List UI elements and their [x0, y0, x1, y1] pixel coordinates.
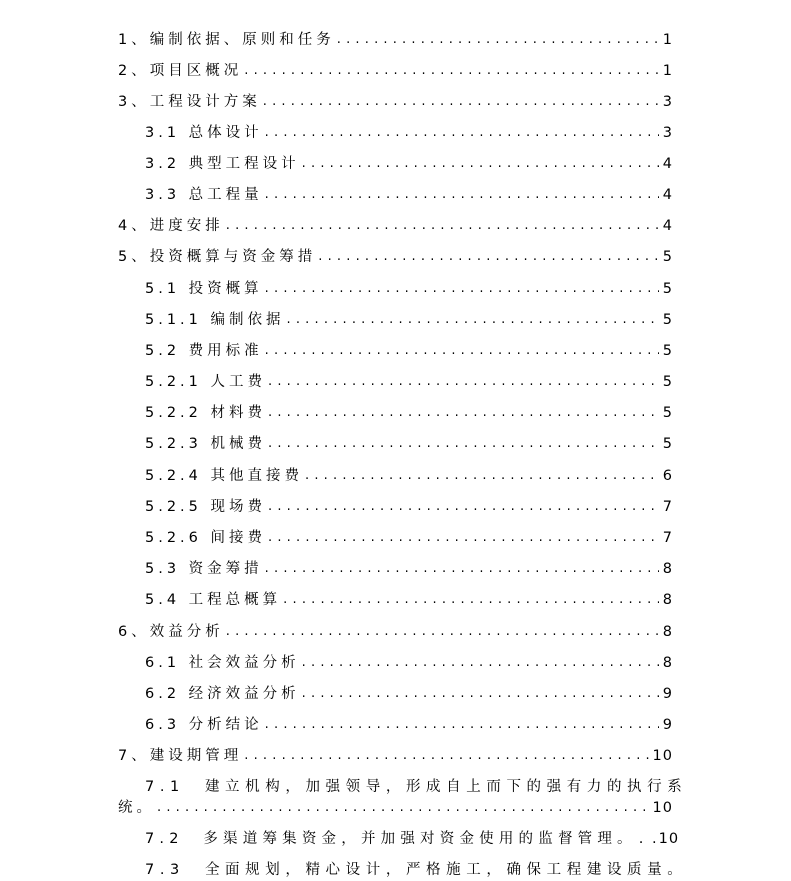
toc-leader-dots: [265, 278, 659, 300]
toc-entry-page: 5: [662, 436, 673, 452]
toc-entry-7-1-line2[interactable]: [118, 797, 673, 819]
toc-entry[interactable]: [145, 527, 673, 549]
toc-entry-title: 3.1 总体设计: [145, 125, 263, 141]
toc-entry-page: 1: [662, 32, 673, 48]
toc-entry-page: 4: [662, 218, 673, 234]
toc-entry[interactable]: [145, 402, 673, 424]
toc-leader-dots: [268, 371, 659, 393]
toc-entry-title: 统。: [118, 800, 155, 816]
toc-entry[interactable]: [145, 714, 673, 736]
toc-entry[interactable]: [118, 91, 673, 113]
toc-entry-page: 10: [652, 800, 673, 816]
toc-entry-page: 8: [662, 561, 673, 577]
toc-entry-title: 3、工程设计方案: [118, 94, 261, 110]
toc-entry-title: 5.3 资金筹措: [145, 561, 263, 577]
toc-entry[interactable]: [118, 621, 673, 643]
toc-entry-title: 5.1.1 编制依据: [145, 312, 285, 328]
toc-entry-page: 5: [662, 312, 673, 328]
toc-entry[interactable]: [145, 309, 673, 331]
toc-leader-dots: [157, 797, 649, 819]
toc-leader-dots: [337, 29, 659, 51]
toc-entry-title: 5、投资概算与资金筹措: [118, 249, 317, 265]
toc-leader-dots: [283, 589, 659, 611]
toc-entry-page: 5: [662, 249, 673, 265]
toc-entry-page: 5: [662, 405, 673, 421]
toc-entry[interactable]: [145, 184, 673, 206]
toc-entry-page: 5: [662, 281, 673, 297]
toc-entry[interactable]: [145, 465, 673, 487]
toc-leader-dots: [265, 714, 659, 736]
toc-leader-dots: [244, 60, 659, 82]
toc-leader-dots: [265, 184, 659, 206]
toc-entry-title: 5.2.1 人工费: [145, 374, 267, 390]
toc-entry-page: 7: [662, 499, 673, 515]
toc-entry-page: 6: [662, 468, 673, 484]
toc-entry-title: 6.3 分析结论: [145, 717, 263, 733]
toc-entry-title: 5.2.3 机械费: [145, 436, 267, 452]
toc-leader-dots: [268, 496, 659, 518]
toc-entry-page: 3: [662, 125, 673, 141]
toc-leader-dots: [302, 683, 659, 705]
toc-entry-title: 5.2 费用标准: [145, 343, 263, 359]
toc-leader-dots: [305, 465, 659, 487]
toc-entry-page: 5: [662, 343, 673, 359]
toc-entry-page: 4: [662, 187, 673, 203]
toc-entry[interactable]: [145, 371, 673, 393]
toc-leader-dots: [302, 652, 659, 674]
toc-entry[interactable]: [145, 496, 673, 518]
toc-entry[interactable]: [145, 153, 673, 175]
toc-entry[interactable]: [145, 433, 673, 455]
toc-leader-dots-short: . .: [638, 831, 659, 847]
toc-leader-dots: [268, 527, 659, 549]
toc-leader-dots: [244, 745, 648, 767]
toc-entry[interactable]: [118, 29, 673, 51]
toc-entry-title: 5.2.4 其他直接费: [145, 468, 304, 484]
toc-entry-title: 5.2.6 间接费: [145, 530, 267, 546]
toc-entry-page: 8: [662, 592, 673, 608]
toc-entry[interactable]: [118, 745, 673, 767]
toc-entry-7-3[interactable]: 7.3 全面规划，精心设计，严格施工，确保工程建设质量。: [145, 862, 688, 878]
toc-entry[interactable]: [145, 558, 673, 580]
toc-entry-page: 5: [662, 374, 673, 390]
toc-entry-page: 9: [662, 717, 673, 733]
toc-entry-title: 6.1 社会效益分析: [145, 655, 300, 671]
toc-entry-title: 5.2.2 材料费: [145, 405, 267, 421]
toc-entry-7-2[interactable]: [145, 828, 680, 850]
toc-entry-page: 8: [662, 655, 673, 671]
toc-entry-title: 2、项目区概况: [118, 63, 243, 79]
toc-entry[interactable]: [145, 278, 673, 300]
toc-entry-title: 1、编制依据、原则和任务: [118, 32, 335, 48]
toc-leader-dots: [268, 433, 659, 455]
toc-entry-title: 6.2 经济效益分析: [145, 686, 300, 702]
toc-entry-title: 5.4 工程总概算: [145, 592, 282, 608]
toc-entry-7-1-line1[interactable]: 7.1 建立机构，加强领导，形成自上而下的强有力的执行系: [145, 779, 688, 795]
toc-leader-dots: [226, 215, 659, 237]
toc-entry-page: 1: [662, 63, 673, 79]
toc-entry[interactable]: [118, 60, 673, 82]
toc-entry-title: 4、进度安排: [118, 218, 224, 234]
toc-leader-dots: [287, 309, 659, 331]
toc-entry-page: 4: [662, 156, 673, 172]
toc-entry-title: 7.2 多渠道筹集资金，并加强对资金使用的监督管理。: [145, 831, 637, 847]
toc-entry-title: 6、效益分析: [118, 624, 224, 640]
toc-entry-page: 8: [662, 624, 673, 640]
toc-entry-page: 9: [662, 686, 673, 702]
toc-entry[interactable]: [145, 340, 673, 362]
toc-entry-page: 7: [662, 530, 673, 546]
toc-entry[interactable]: [118, 215, 673, 237]
toc-leader-dots: [318, 246, 659, 268]
toc-entry-title: 3.3 总工程量: [145, 187, 263, 203]
toc-entry-page: 10: [652, 748, 673, 764]
toc-leader-dots: [265, 558, 659, 580]
toc-entry-page: 10: [658, 831, 680, 847]
toc-entry-title: 5.1 投资概算: [145, 281, 263, 297]
toc-leader-dots: [263, 91, 659, 113]
toc-entry[interactable]: [118, 246, 673, 268]
toc-entry[interactable]: [145, 683, 673, 705]
toc-entry-title: 5.2.5 现场费: [145, 499, 267, 515]
toc-entry[interactable]: [145, 122, 673, 144]
toc-leader-dots: [265, 340, 659, 362]
toc-entry-title: 3.2 典型工程设计: [145, 156, 300, 172]
toc-entry[interactable]: [145, 589, 673, 611]
toc-entry-page: 3: [662, 94, 673, 110]
toc-entry[interactable]: [145, 652, 673, 674]
toc-entry-title: 7、建设期管理: [118, 748, 243, 764]
toc-leader-dots: [268, 402, 659, 424]
toc-leader-dots: [302, 153, 659, 175]
toc-leader-dots: [226, 621, 659, 643]
toc-leader-dots: [265, 122, 659, 144]
